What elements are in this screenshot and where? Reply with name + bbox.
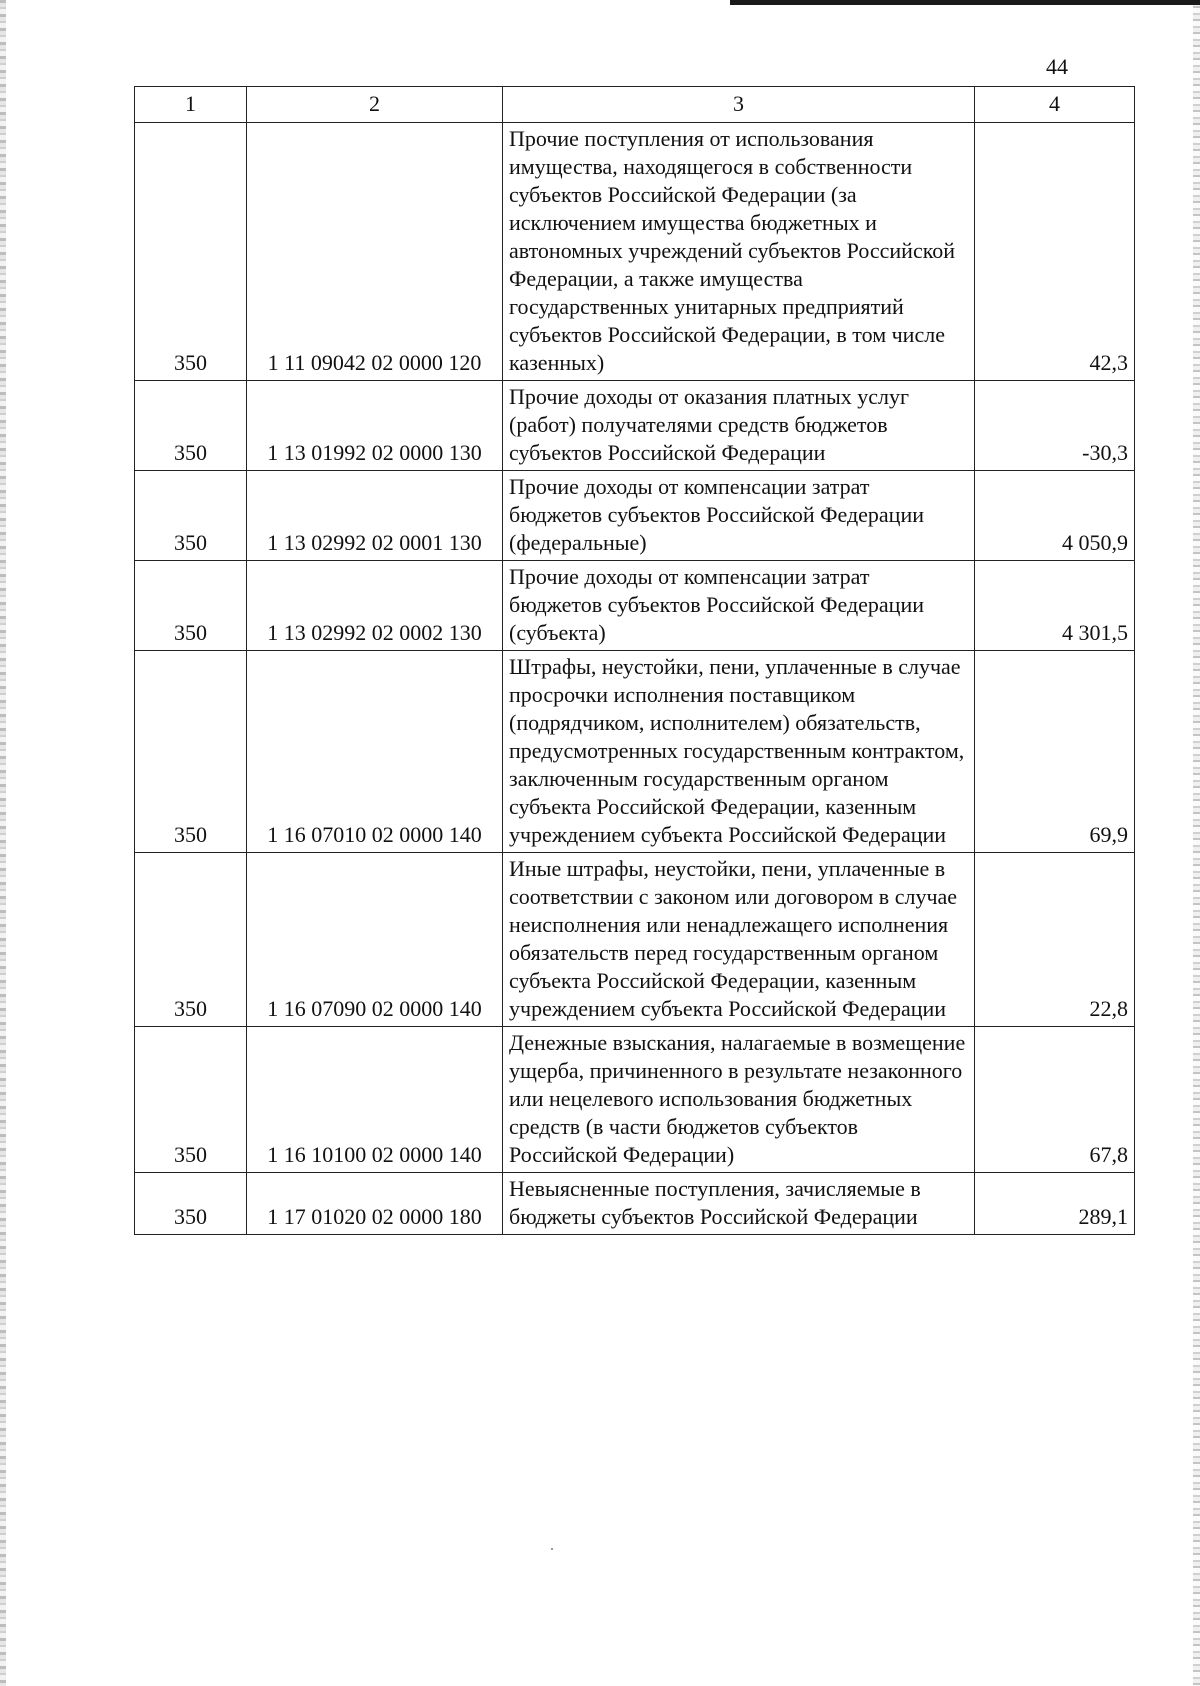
revenue-code-cell: 1 11 09042 02 0000 120 [247, 123, 503, 381]
revenue-name-cell: Денежные взыскания, налагаемые в возмещение ущерба, причиненного в результате незаконного или нецелевого использования бюджетных средств (в части бюджетов субъектов Российской Федерации) [503, 1027, 975, 1173]
page-number: 44 [1046, 54, 1068, 79]
header-col-2: 2 [247, 87, 503, 123]
scan-edge-right [1193, 0, 1200, 1686]
revenue-code-cell: 1 16 07090 02 0000 140 [247, 853, 503, 1027]
revenue-code-cell: 1 13 02992 02 0001 130 [247, 471, 503, 561]
table-row [135, 651, 1135, 853]
table-row [135, 471, 1135, 561]
revenue-name-cell: Прочие поступления от использования имущества, находящегося в собственности субъектов Российской Федерации (за исключением имущества бюджетных и автономных учреждений субъектов Российской Федерации, а также имущества государственных унитарных предприятий субъектов Российской Федерации, в том числе казенных) [503, 123, 975, 381]
revenue-name-cell: Штрафы, неустойки, пени, уплаченные в случае просрочки исполнения поставщиком (подрядчиком, исполнителем) обязательств, предусмотренных государственным контрактом, заключенным государственным органом субъекта Российской Федерации, казенным учреждением субъекта Российской Федерации [503, 651, 975, 853]
admin-code-cell: 350 [135, 471, 247, 561]
revenue-code-cell: 1 16 07010 02 0000 140 [247, 651, 503, 853]
revenue-code-cell: 1 16 10100 02 0000 140 [247, 1027, 503, 1173]
revenue-name-cell: Прочие доходы от оказания платных услуг (работ) получателями средств бюджетов субъектов Российской Федерации [503, 381, 975, 471]
revenue-code-cell: 1 13 01992 02 0000 130 [247, 381, 503, 471]
amount-cell: 4 301,5 [975, 561, 1135, 651]
header-col-1: 1 [135, 87, 247, 123]
table-row [135, 561, 1135, 651]
amount-cell: 22,8 [975, 853, 1135, 1027]
amount-cell: -30,3 [975, 381, 1135, 471]
amount-cell: 67,8 [975, 1027, 1135, 1173]
revenue-name-cell: Иные штрафы, неустойки, пени, уплаченные в соответствии с законом или договором в случае неисполнения или ненадлежащего исполнения обязательств перед государственным органом субъекта Российской Федерации, казенным учреждением субъекта Российской Федерации [503, 853, 975, 1027]
revenue-name-cell: Прочие доходы от компенсации затрат бюджетов субъектов Российской Федерации (субъекта) [503, 561, 975, 651]
amount-cell: 289,1 [975, 1173, 1135, 1235]
admin-code-cell: 350 [135, 651, 247, 853]
admin-code-cell: 350 [135, 381, 247, 471]
admin-code-cell: 350 [135, 561, 247, 651]
admin-code-cell: 350 [135, 123, 247, 381]
revenue-table [134, 86, 1135, 1235]
table-row [135, 123, 1135, 381]
header-col-4: 4 [975, 87, 1135, 123]
admin-code-cell: 350 [135, 1027, 247, 1173]
admin-code-cell: 350 [135, 853, 247, 1027]
header-col-3: 3 [503, 87, 975, 123]
revenue-name-cell: Прочие доходы от компенсации затрат бюджетов субъектов Российской Федерации (федеральные) [503, 471, 975, 561]
table-header-row [135, 87, 1135, 123]
table-row [135, 1173, 1135, 1235]
table-row [135, 853, 1135, 1027]
scan-speck [551, 1548, 553, 1550]
table-row [135, 1027, 1135, 1173]
revenue-name-cell: Невыясненные поступления, зачисляемые в бюджеты субъектов Российской Федерации [503, 1173, 975, 1235]
scan-edge-left [0, 0, 6, 1686]
scan-top-bar [730, 0, 1200, 5]
admin-code-cell: 350 [135, 1173, 247, 1235]
revenue-code-cell: 1 13 02992 02 0002 130 [247, 561, 503, 651]
amount-cell: 69,9 [975, 651, 1135, 853]
amount-cell: 4 050,9 [975, 471, 1135, 561]
table-row [135, 381, 1135, 471]
revenue-code-cell: 1 17 01020 02 0000 180 [247, 1173, 503, 1235]
amount-cell: 42,3 [975, 123, 1135, 381]
